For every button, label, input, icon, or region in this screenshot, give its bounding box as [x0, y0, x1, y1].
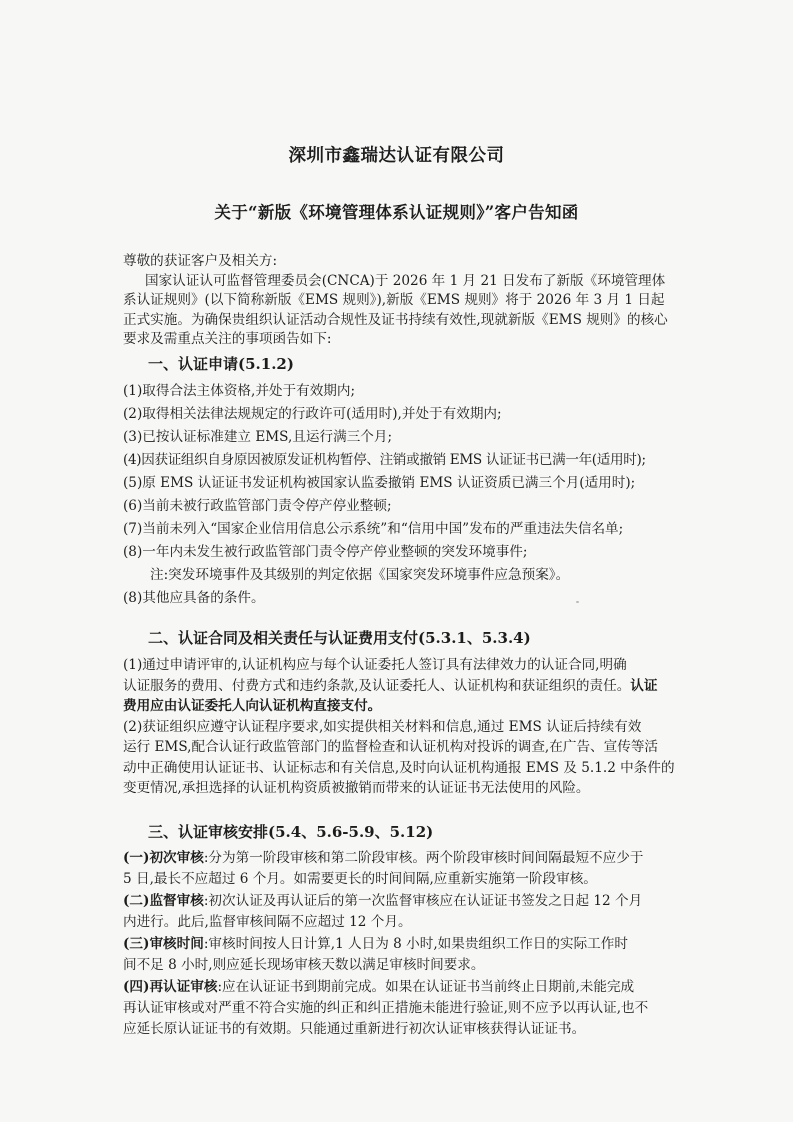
- list-item: (1)取得合法主体资格,并处于有效期内;: [123, 383, 356, 399]
- bold-label: (二)监督审核: [123, 893, 204, 909]
- paragraph-line: [123, 678, 657, 695]
- paragraph-line: 5 日,最长不应超过 6 个月。如需要更长的时间间隔,应重新实施第一阶段审核。: [123, 871, 597, 887]
- bold-label: (一)初次审核: [123, 850, 204, 866]
- bold-label: (三)审核时间: [123, 936, 204, 952]
- paragraph-line: 动中正确使用认证证书、认证标志和有关信息,及时向认证机构通报 EMS 及 5.1.2 中条件的: [123, 760, 675, 776]
- salutation: 尊敬的获证客户及相关方:: [123, 253, 278, 269]
- list-item: (3)已按认证标准建立 EMS,且运行满三个月;: [123, 429, 393, 445]
- bold-label: (四)再认证审核: [123, 979, 218, 995]
- list-item: (8)其他应具备的条件。: [123, 590, 265, 606]
- paragraph-line: [123, 979, 634, 996]
- section-heading: 三、认证审核安排(5.4、5.6-5.9、5.12): [148, 823, 434, 841]
- scan-speck: [576, 601, 579, 603]
- paragraph-line: (2)获证组织应遵守认证程序要求,如实提供相关材料和信息,通过 EMS 认证后持续有效: [123, 719, 642, 735]
- letter-title: 关于“新版《环境管理体系认证规则》”客户告知函: [214, 203, 579, 222]
- company-name: 深圳市鑫瑞达认证有限公司: [288, 146, 505, 166]
- paragraph-line: 运行 EMS,配合认证行政监管部门的监督检查和认证机构对投诉的调查,在广告、宣传等活: [123, 739, 659, 755]
- paragraph-text: 认证服务的费用、付费方式和违约条款,及认证委托人、认证机构和获证组织的责任。: [123, 678, 631, 694]
- intro-line: 系认证规则》(以下简称新版《EMS 规则》),新版《EMS 规则》将于 2026 年 3 月 1 日起: [123, 292, 665, 308]
- paragraph-line: 内进行。此后,监督审核间隔不应超过 12 个月。: [123, 914, 412, 930]
- intro-line: 正式实施。为确保贵组织认证活动合规性及证书持续有效性,现就新版《EMS 规则》的核心: [123, 312, 668, 328]
- paragraph-line: [123, 850, 643, 867]
- list-item: (2)取得相关法律法规规定的行政许可(适用时),并处于有效期内;: [123, 406, 502, 422]
- list-item: (4)因获证组织自身原因被原发证机构暂停、注销或撤销 EMS 认证证书已满一年(适用时);: [123, 452, 646, 468]
- list-item: (6)当前未被行政监管部门责令停产停业整顿;: [123, 498, 392, 514]
- paragraph-line: [123, 936, 628, 953]
- paragraph-text: :初次认证及再认证后的第一次监督审核应在认证证书签发之日起 12 个月: [203, 893, 643, 909]
- paragraph-line: [123, 893, 642, 910]
- intro-line: 国家认证认可监督管理委员会(CNCA)于 2026 年 1 月 21 日发布了新版《环境管理体: [145, 273, 666, 289]
- bold-text: 认证: [630, 678, 658, 694]
- paragraph-text: :应在认证证书到期前完成。如果在认证证书当前终止日期前,未能完成: [217, 979, 635, 995]
- paragraph-text: :分为第一阶段审核和第二阶段审核。两个阶段审核时间间隔最短不应少于: [203, 850, 644, 866]
- section-heading: 一、认证申请(5.1.2): [148, 355, 294, 373]
- paragraph-line: 再认证审核或对严重不符合实施的纠正和纠正措施未能进行验证,则不应予以再认证,也不: [123, 1000, 649, 1016]
- list-item: (7)当前未列入“国家企业信用信息公示系统”和“信用中国”发布的严重违法失信名单;: [123, 521, 624, 537]
- list-item: (8)一年内未发生被行政监管部门责令停产停业整顿的突发环境事件;: [123, 544, 528, 560]
- paragraph-line: 应延长原认证证书的有效期。只能通过重新进行初次认证审核获得认证证书。: [123, 1021, 586, 1037]
- paragraph-line: 变更情况,承担选择的认证机构资质被撤销而带来的认证证书无法使用的风险。: [123, 780, 590, 796]
- section-heading: 二、认证合同及相关责任与认证费用支付(5.3.1、5.3.4): [148, 629, 531, 647]
- list-item: (5)原 EMS 认证证书发证机构被国家认监委撤销 EMS 认证资质已满三个月(适用时);: [123, 475, 636, 491]
- note: 注:突发环境事件及其级别的判定依据《国家突发环境事件应急预案》。: [150, 567, 570, 583]
- paragraph-text: :审核时间按人日计算,1 人日为 8 小时,如果贵组织工作日的实际工作时: [203, 936, 628, 952]
- bold-text: 费用应由认证委托人向认证机构直接支付。: [123, 698, 382, 714]
- paragraph-line: 间不足 8 小时,则应延长现场审核天数以满足审核时间要求。: [123, 957, 485, 973]
- paragraph-line: (1)通过申请评审的,认证机构应与每个认证委托人签订具有法律效力的认证合同,明确: [123, 657, 627, 673]
- intro-line: 要求及需重点关注的事项函告如下:: [123, 331, 332, 347]
